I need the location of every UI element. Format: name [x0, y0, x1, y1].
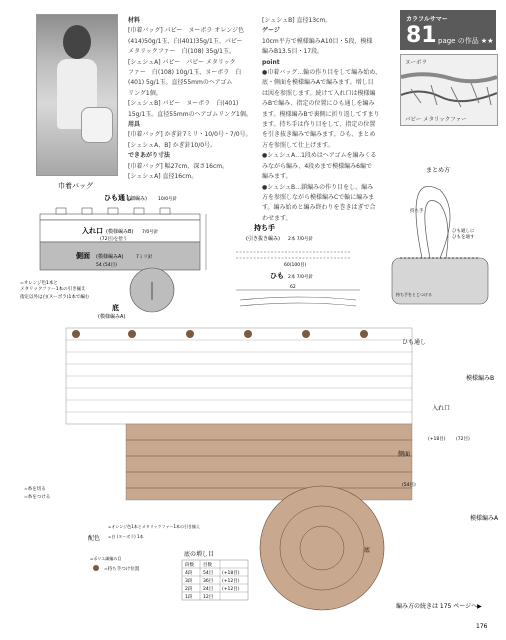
iriguchi-label: 入れ口	[82, 227, 103, 235]
mochite-mark-icon	[93, 565, 99, 571]
table-cell: 1段	[185, 595, 193, 600]
moyou-b: 模様編みB	[466, 375, 495, 382]
iriguchi-count: (72目)を拾う	[100, 237, 128, 242]
tab-row	[40, 208, 200, 220]
materials-line: [シュシュA] パピー パピー メタリック	[128, 58, 236, 66]
point-line: ●巾着バッグ…輪の作り目をして編み始め、	[262, 69, 381, 77]
haishoku1: =オレンジ色1本とメタリックファー1本の引き揃え	[108, 524, 201, 529]
point-line: 方を参照して仕上げます。	[262, 141, 334, 149]
legend1b: メタリックファー1本の引き揃え	[20, 287, 86, 292]
point-line: ます。持ち手は作り目をして、指定の位置	[262, 121, 376, 129]
gauge-line: 10cm平方で模様編みA10目・5段、模様	[262, 37, 373, 45]
table-cell: 4段	[185, 571, 193, 576]
point-line: 方を参照しながら模様編みCで輪に編みま	[262, 193, 375, 201]
table-header: 目数	[203, 563, 212, 568]
legend2: 指定以外は白(ヌーボラ)1本で編む	[20, 295, 90, 300]
table-cell: 12目	[203, 595, 214, 600]
point-line: す。編み始めと編み終わりを巻きはぎで合	[262, 204, 376, 212]
soko-right: 底	[364, 547, 371, 554]
point-line: 底・側面を模様編みAで編みます。増し目	[262, 79, 374, 87]
yarn2-label: パピー メタリックファー	[405, 117, 467, 123]
materials-line: 15g/1玉。直径55mmのヘアゴムリング1個。	[128, 110, 252, 118]
mochite-label: 持ち手	[254, 224, 275, 232]
gauge-title: ゲージ	[262, 27, 280, 35]
materials-line: [シュシュB] パピー ヌーボラ 白(401)	[128, 100, 239, 108]
increase-table	[182, 560, 248, 600]
moyou-a: 模様編みA	[470, 515, 499, 522]
point-line: みながら編み、4段めまで模様編み6編で	[262, 162, 372, 170]
table-header: 段数	[185, 563, 194, 568]
iriguchi-right: 入れ口	[432, 405, 451, 412]
page-label: page の作品 ★★	[438, 37, 494, 45]
point-line: ●シュシュA…1段めはヘアゴムを編みくる	[262, 152, 377, 160]
legend1: =オレンジ色1本と	[20, 281, 58, 286]
point-line: を引き抜き編みで編みます。ひも、まとめ	[262, 131, 376, 139]
mochite-sub: (引き抜き編み)	[246, 236, 280, 242]
materials-line: メタリックファー 白(108) 35g/1玉。	[128, 48, 235, 56]
matome-a: 持ち手	[410, 209, 424, 214]
legend-join: =糸をつける	[24, 495, 51, 500]
matome-b: ひも通しに	[452, 229, 475, 234]
iriguchi-sub: (模様編みB)	[106, 229, 134, 235]
haishoku2: =白 (ヌーボラ) 1本	[108, 534, 144, 539]
materials-line: (414)50g/1玉、白(401)35g/1玉、パピー	[128, 37, 243, 45]
matome-bag-sketch	[392, 186, 488, 304]
tools-title: 用具	[128, 121, 141, 129]
materials-title: 材料	[128, 17, 141, 24]
tools-line: [巾着バッグ] かぎ針7ミリ・10/0号・7/0号。	[128, 131, 252, 139]
finished-line: [巾着バッグ] 幅27cm、深さ16cm。	[128, 162, 229, 170]
legend-mochite: =持ち手つけ位置	[104, 567, 140, 572]
n62-label: 62	[290, 285, 296, 290]
matome-d: 持ち手をとじつける	[396, 292, 432, 297]
legend-cut: =糸を切る	[24, 487, 46, 492]
legend-ref: =ポリエ細編み目	[90, 556, 122, 561]
point-title: point	[262, 58, 280, 66]
project-number: 81	[406, 23, 437, 48]
yarn1-label: ヌーボラ	[405, 60, 428, 66]
materials-line: リング1個。	[128, 89, 162, 97]
materials-line: (401) 5g/1玉。直径55mmのヘアゴム	[128, 79, 233, 87]
table-cell: 2段	[185, 587, 193, 592]
mochite-hook: 2本 7/0号針	[288, 237, 314, 242]
finished-title: できあがり寸法	[128, 152, 171, 160]
himo-cord-label: ひも	[270, 272, 284, 280]
sokumen-sub: (模様編みA)	[96, 254, 124, 260]
series-name: カラフルサマー	[406, 16, 448, 23]
plus18: (+18目)	[428, 437, 446, 442]
table-cell: (+12目)	[222, 587, 240, 592]
himo-label: ひも通し	[104, 194, 132, 202]
table-cell: (+12目)	[222, 579, 240, 584]
matome-c: ひもを通す	[452, 235, 475, 240]
page-number: 176	[476, 623, 488, 630]
point-line: ●シュシュB…鎖編みの作り目をし、編み	[262, 183, 374, 191]
point-line: は図を参照します。続けて入れ口は模様編	[262, 89, 376, 97]
table-cell: 24目	[203, 587, 214, 592]
hook10-label: 10/0号針	[158, 197, 178, 202]
sokumen-right: 側面	[398, 451, 411, 458]
bag-title: 巾着バッグ	[58, 182, 93, 190]
n72: (72目)	[456, 437, 470, 442]
matome-title: まとめ方	[426, 167, 451, 174]
haishoku-title: 配色	[88, 535, 101, 542]
point-line: わせます。	[262, 214, 292, 222]
n54: (54目)	[402, 483, 416, 488]
continued-note: 編み方の続きは 175 ページへ▶	[396, 603, 482, 610]
himo-hook: 2本 7/0号針	[288, 275, 314, 280]
table-cell: (+18目)	[222, 571, 240, 576]
count54-label: 54 (54目)	[96, 263, 117, 268]
hook7mm-label: 7ミリ針	[136, 255, 153, 260]
hook7-label: 7/0号針	[142, 230, 159, 235]
table-cell: 36目	[203, 579, 214, 584]
n60-label: 60(100目)	[284, 263, 307, 268]
soko-label: 底	[112, 304, 119, 312]
sokumen-label: 側面	[76, 252, 90, 260]
himo-right: ひも通し	[402, 339, 427, 346]
table-cell: 54目	[203, 571, 214, 576]
soko-sub: (模様編みA)	[98, 314, 126, 320]
point-line: ます。模様編みBで裏側に折り返してすまり	[262, 110, 380, 118]
tools-line: [シュシュA、B] かぎ針10/0号。	[128, 141, 217, 149]
mochite-chain	[236, 252, 350, 258]
materials-line: ファー 白(108) 10g/1玉、ヌーボラ 白	[128, 69, 242, 77]
shushu-b-size: [シュシュB] 直径13cm。	[262, 17, 332, 24]
finished-line: [シュシュA] 直径16cm。	[128, 173, 198, 181]
table-cell: 3段	[185, 579, 193, 584]
gauge-line: 編みB13.5目・17段。	[262, 48, 324, 56]
point-line: 編みます。	[262, 173, 292, 181]
point-line: みBで編み、指定の位置にひも通しを編み	[262, 100, 375, 108]
table-title: 底の増し目	[184, 551, 215, 558]
materials-line: [巾着バッグ] パピー ヌーボラ オレンジ色	[128, 27, 244, 35]
himo-sub: (細編み)	[128, 196, 147, 202]
